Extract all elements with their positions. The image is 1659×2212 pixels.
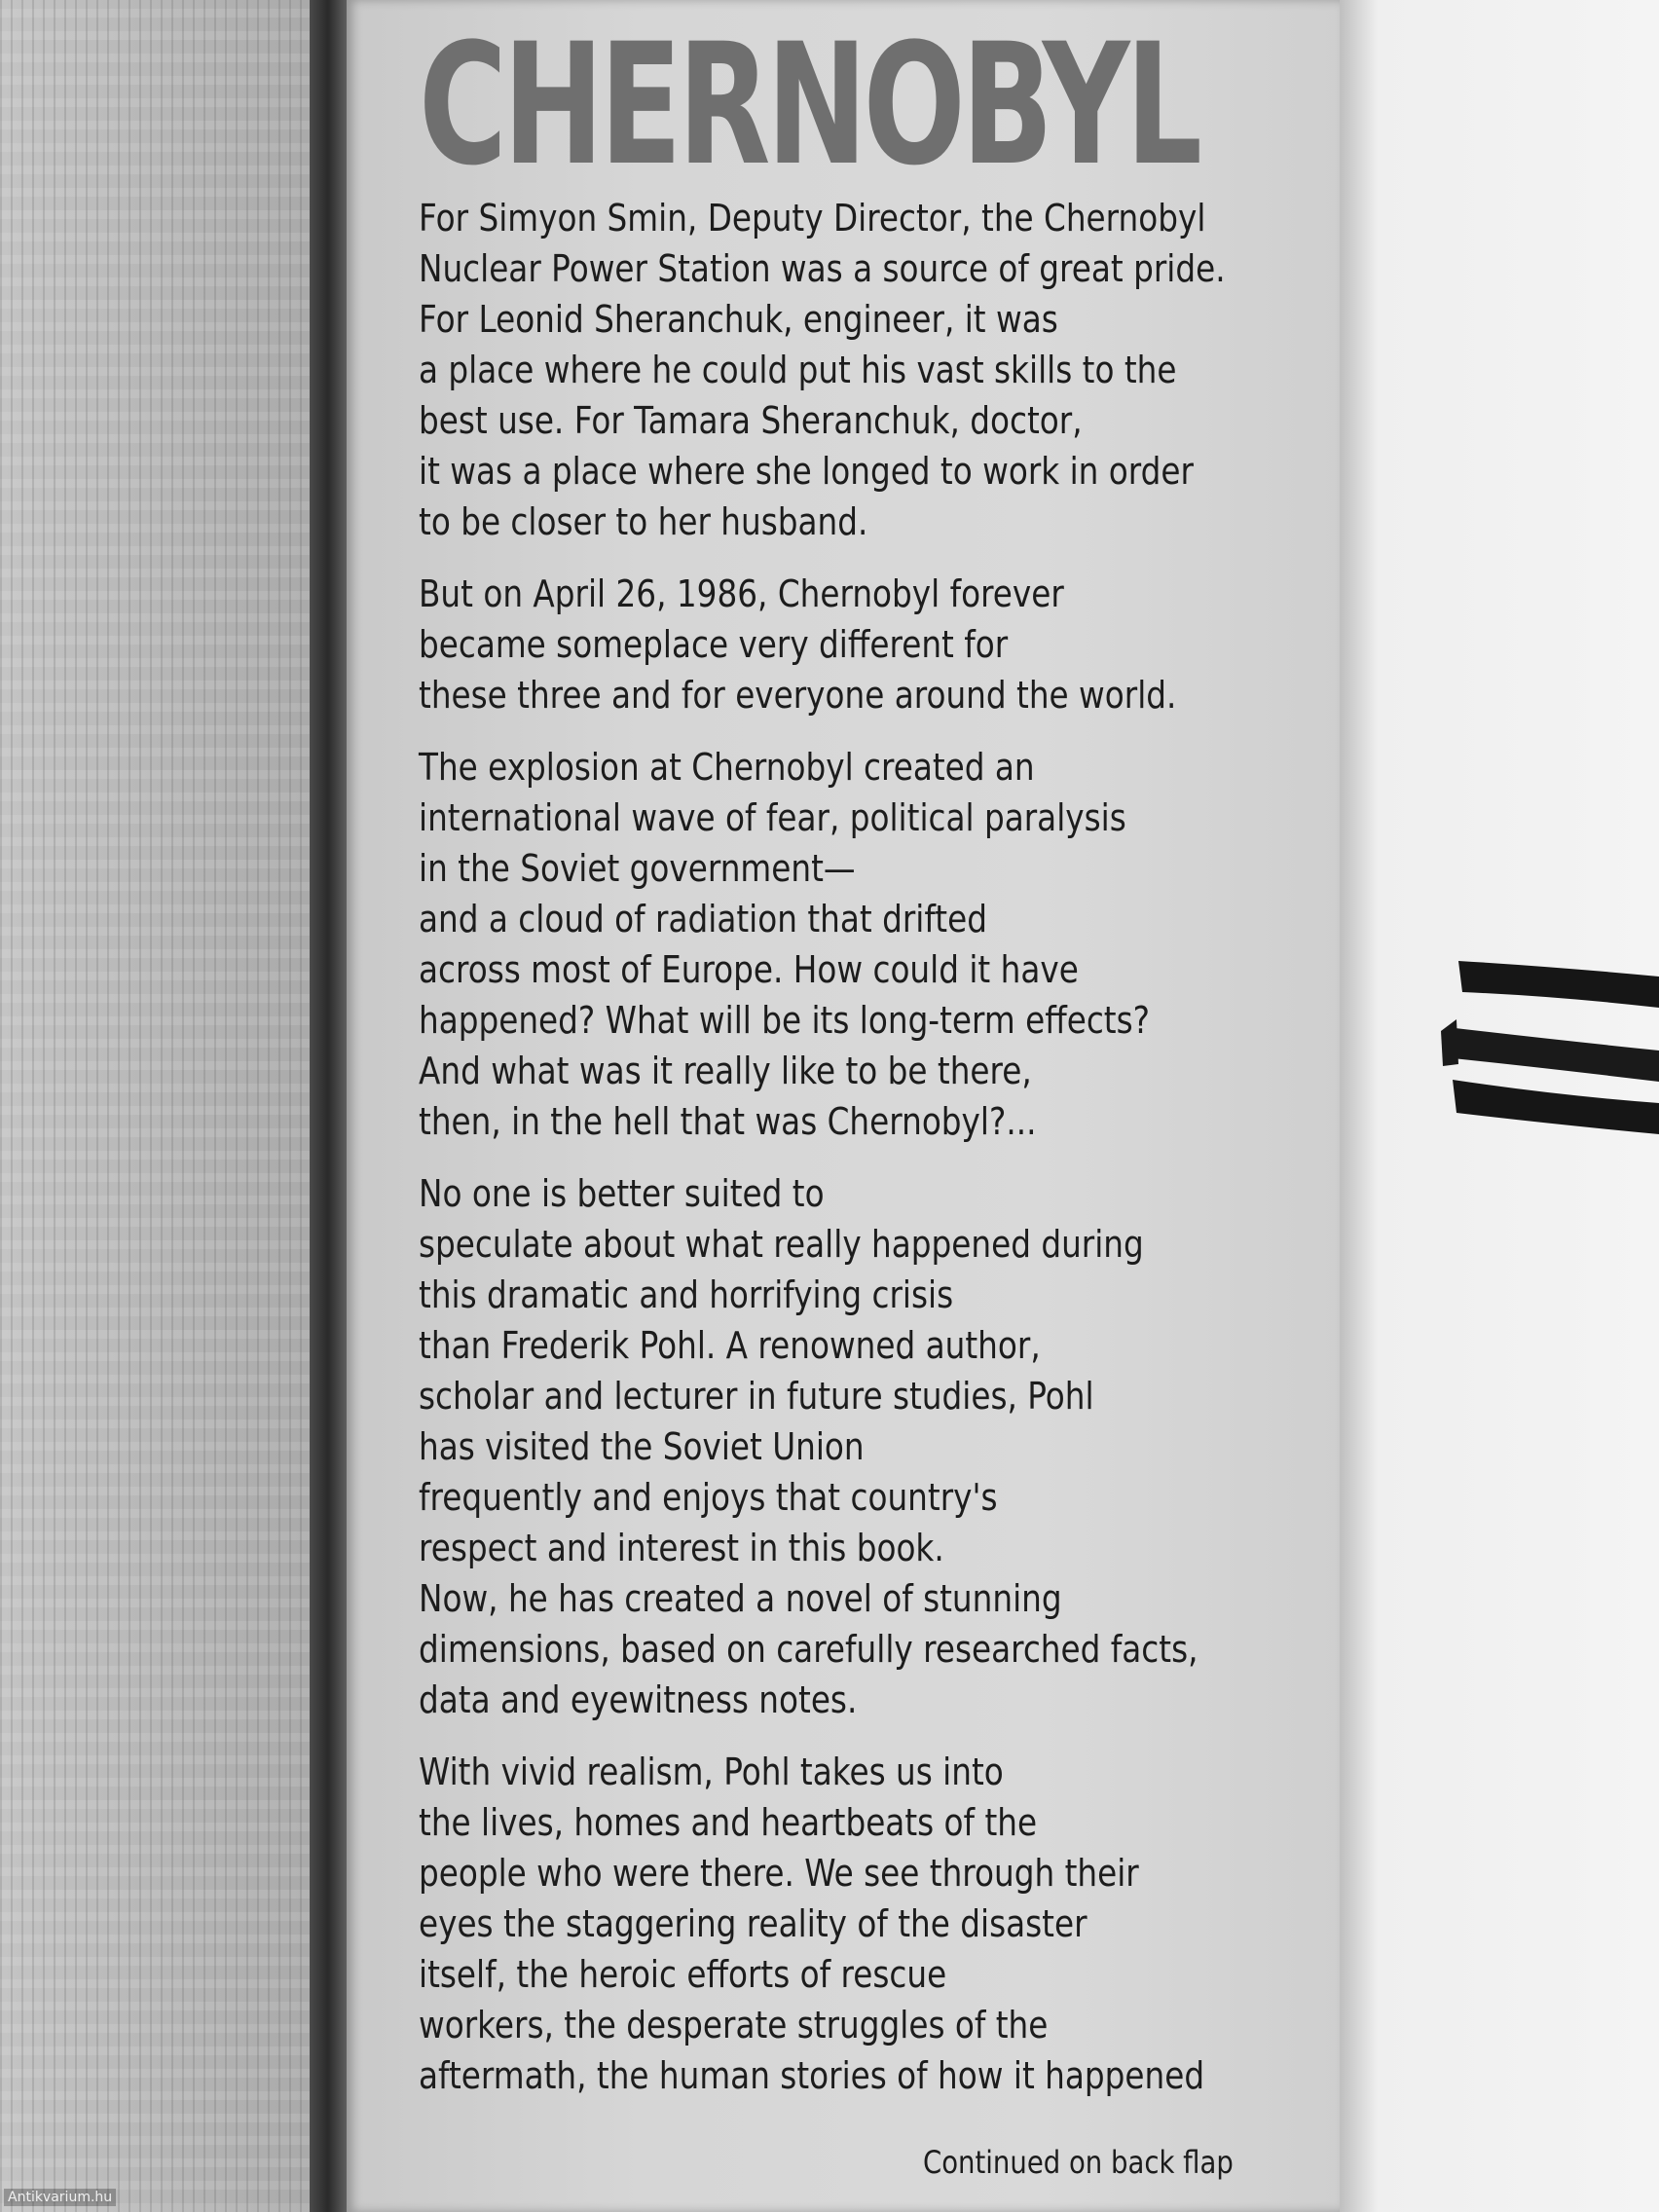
blurb-line: than Frederik Pohl. A renowned author, xyxy=(419,1324,1041,1367)
blurb-line: the lives, homes and heartbeats of the xyxy=(419,1801,1038,1844)
blurb-line: data and eyewitness notes. xyxy=(419,1678,858,1721)
book-spine-edge xyxy=(310,0,350,2212)
ink-stroke xyxy=(1458,961,1659,1008)
blurb-line: workers, the desperate struggles of the xyxy=(419,2004,1049,2046)
blurb-line: a place where he could put his vast skills to the xyxy=(419,349,1177,391)
blurb-line: But on April 26, 1986, Chernobyl forever xyxy=(419,572,1064,615)
blurb-paragraph xyxy=(419,193,1275,547)
ink-stroke xyxy=(1447,1027,1659,1082)
blurb-line: scholar and lecturer in future studies, Pohl xyxy=(419,1375,1094,1418)
blurb-paragraph xyxy=(419,569,1275,720)
blurb-paragraph xyxy=(419,742,1275,1147)
blurb-line: Nuclear Power Station was a source of great pride. xyxy=(419,247,1226,290)
watermark-text: Antikvarium.hu xyxy=(4,2189,116,2206)
continued-note: Continued on back flap xyxy=(923,2144,1234,2181)
flap-blurb xyxy=(419,193,1275,2122)
blurb-line: these three and for everyone around the world. xyxy=(419,674,1177,717)
blurb-line: itself, the heroic efforts of rescue xyxy=(419,1953,947,1996)
background-surface xyxy=(0,0,331,2212)
ink-strokes-graphic xyxy=(1439,949,1659,1144)
blurb-line: frequently and enjoys that country's xyxy=(419,1476,998,1519)
blurb-line: And what was it really like to be there, xyxy=(419,1050,1032,1092)
blurb-line: and a cloud of radiation that drifted xyxy=(419,898,987,940)
blurb-line: this dramatic and horrifying crisis xyxy=(419,1273,954,1316)
blurb-line: speculate about what really happened during xyxy=(419,1223,1144,1266)
blurb-line: people who were there. We see through their xyxy=(419,1852,1139,1895)
blurb-line: became someplace very different for xyxy=(419,623,1009,666)
blurb-line: aftermath, the human stories of how it happened xyxy=(419,2054,1205,2097)
ink-stroke xyxy=(1441,1019,1458,1066)
book-title: CHERNOBYL xyxy=(419,7,1198,203)
blurb-line: Now, he has created a novel of stunning xyxy=(419,1577,1062,1620)
blurb-paragraph xyxy=(419,1747,1275,2101)
ink-stroke xyxy=(1453,1080,1659,1134)
blurb-line: happened? What will be its long-term effects? xyxy=(419,999,1150,1042)
blurb-line: across most of Europe. How could it have xyxy=(419,948,1079,991)
blurb-line: For Leonid Sheranchuk, engineer, it was xyxy=(419,298,1058,341)
blurb-line: dimensions, based on carefully researched facts, xyxy=(419,1628,1198,1671)
blurb-line: in the Soviet government— xyxy=(419,847,856,890)
blurb-line: eyes the staggering reality of the disaster xyxy=(419,1902,1088,1945)
blurb-paragraph xyxy=(419,1168,1275,1725)
blurb-line: best use. For Tamara Sheranchuk, doctor, xyxy=(419,399,1083,442)
blurb-line: respect and interest in this book. xyxy=(419,1527,944,1569)
blurb-line: to be closer to her husband. xyxy=(419,500,868,543)
blurb-line: With vivid realism, Pohl takes us into xyxy=(419,1751,1004,1793)
blurb-line: No one is better suited to xyxy=(419,1172,825,1215)
blurb-line: it was a place where she longed to work in order xyxy=(419,450,1194,493)
blurb-line: The explosion at Chernobyl created an xyxy=(419,746,1035,789)
blurb-line: then, in the hell that was Chernobyl?... xyxy=(419,1100,1037,1143)
blurb-line: international wave of fear, political paralysis xyxy=(419,796,1126,839)
blurb-line: has visited the Soviet Union xyxy=(419,1425,865,1468)
blurb-line: For Simyon Smin, Deputy Director, the Chernobyl xyxy=(419,197,1206,240)
